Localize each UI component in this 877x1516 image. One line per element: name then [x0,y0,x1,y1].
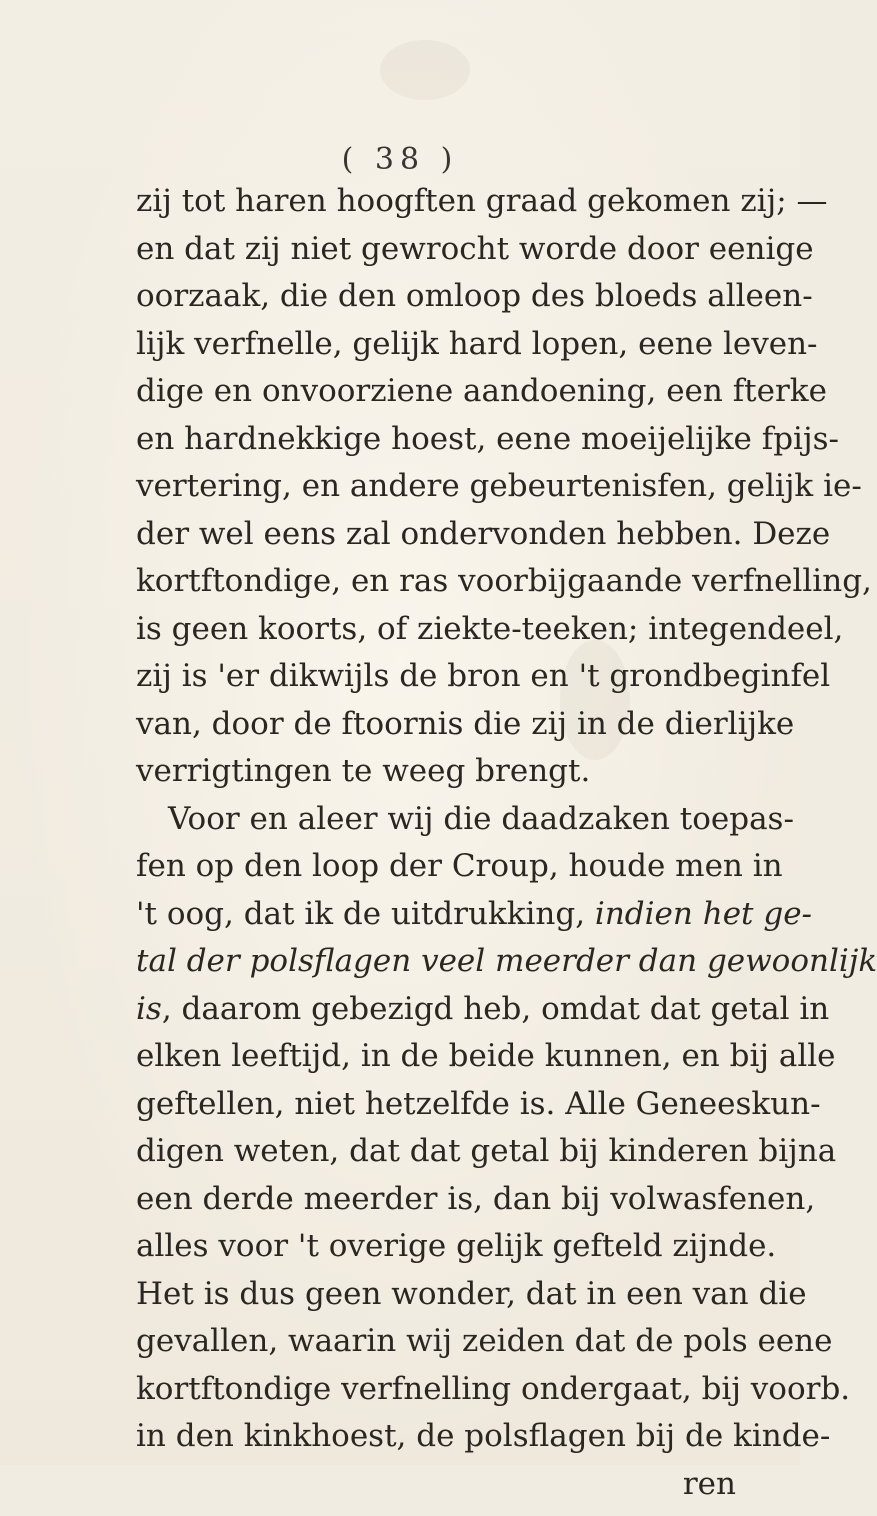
paragraph-start-line: Voor en aleer wij die daadzaken toepas- [168,800,794,837]
text-line: van, door de ftoornis die zij in de dierlijke [136,705,795,742]
text-line: fen op den loop der Croup, houde men in [136,848,783,884]
italic-phrase: is [136,990,162,1027]
text-line: alles voor 't overige gelijk gefteld zijnde. [136,1228,777,1264]
text-line: is, daarom gebezigd heb, omdat dat getal in [136,990,830,1027]
text-line: in den kinkhoest, de polsflagen bij de kinde- [136,1418,831,1454]
text-line: geftellen, niet hetzelfde is. Alle Geneeskun- [136,1085,821,1122]
text-line: 't oog, dat ik de uitdrukking, indien het ge- [136,895,813,932]
text-line: kortftondige verfnelling ondergaat, bij voorb. [136,1370,851,1407]
text-line: zij tot haren hoogften graad gekomen zij; — [136,183,828,219]
italic-line: tal der polsflagen veel meerder dan gewoonlijk [136,943,877,979]
text-line: een derde meerder is, dan bij volwasfenen, [136,1180,816,1217]
body-text [136,170,877,1502]
text-line: gevallen, waarin wij zeiden dat de pols eene [136,1323,833,1359]
catchword: ren [682,1465,736,1502]
text-line: lijk verfnelle, gelijk hard lopen, eene leven- [136,325,818,362]
text-line: der wel eens zal ondervonden hebben. Deze [136,515,831,552]
page-number: ( 38 ) [341,142,459,177]
text-line: en dat zij niet gewrocht worde door eenige [136,230,814,267]
paper-stain [380,40,470,100]
text-line: zij is 'er dikwijls de bron en 't grondbeginfel [136,658,831,694]
italic-phrase: indien het ge- [594,895,813,932]
text-line: elken leeftijd, in de beide kunnen, en bij alle [136,1038,836,1074]
text-line: digen weten, dat dat getal bij kinderen bijna [136,1133,837,1169]
text-line: Het is dus geen wonder, dat in een van die [136,1275,807,1312]
text-line: vertering, en andere gebeurtenisfen, gelijk ie- [136,468,862,504]
text-line: is geen koorts, of ziekte-teeken; integendeel, [136,610,844,647]
text-line: oorzaak, die den omloop des bloeds alleen- [136,278,813,314]
text-line: kortftondige, en ras voorbijgaande verfnelling, [136,563,872,599]
paragraph-end-line: verrigtingen te weeg brengt. [136,753,591,789]
text-line: en hardnekkige hoest, eene moeijelijke fpijs- [136,420,839,457]
text-line: dige en onvoorziene aandoening, een fterke [136,373,827,409]
